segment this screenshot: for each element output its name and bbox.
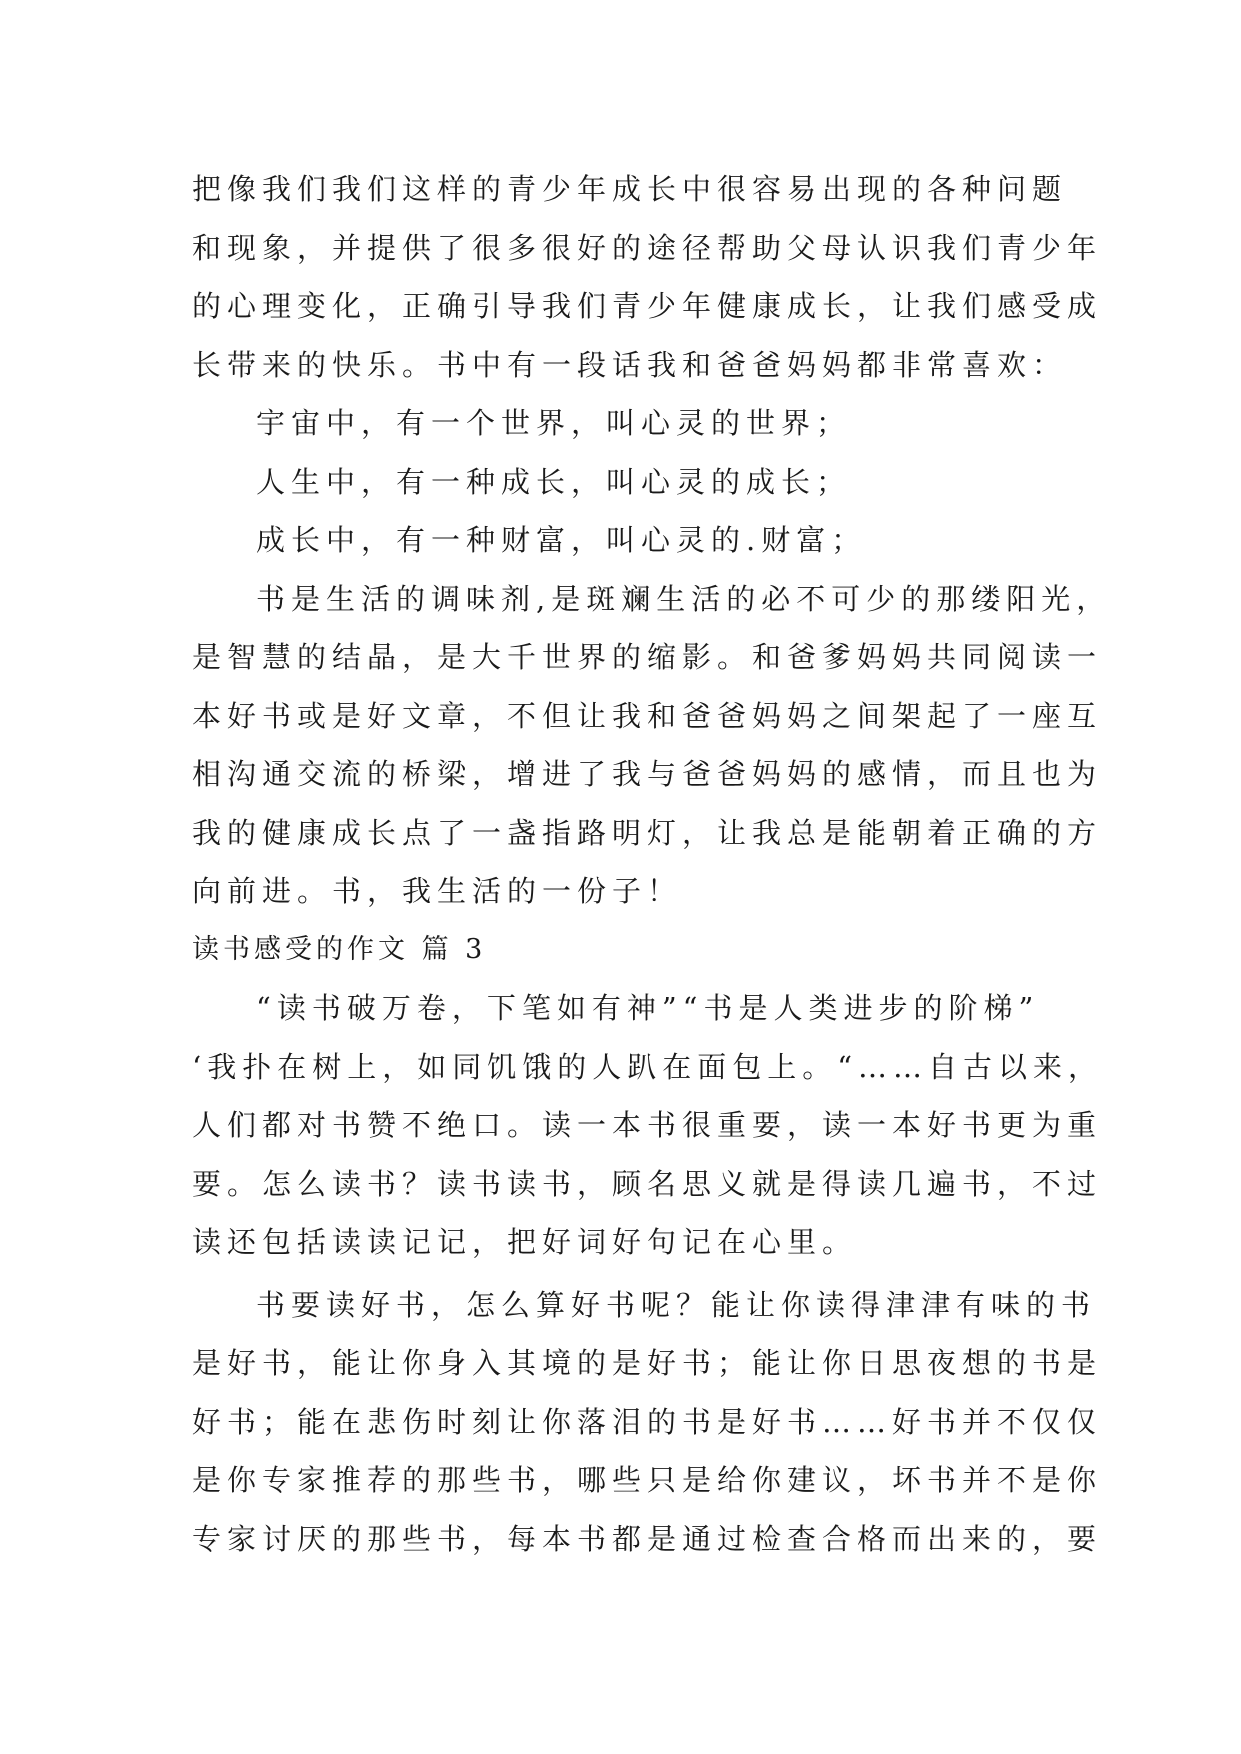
text-line: 长带来的快乐。书中有一段话我和爸爸妈妈都非常喜欢：	[192, 347, 1068, 382]
quoted-poem	[192, 394, 1062, 570]
text-line: 要。怎么读书？读书读书，顾名思义就是得读几遍书，不过	[192, 1166, 1103, 1201]
text-line: ‘我扑在树上，如同饥饿的人趴在面包上。“……自古以来，	[192, 1049, 1104, 1084]
paragraph-good-books	[192, 1276, 1103, 1569]
text-line: 好书；能在悲伤时刻让你落泪的书是好书……好书并不仅仅	[192, 1404, 1103, 1439]
text-line: 是你专家推荐的那些书，哪些只是给你建议，坏书并不是你	[192, 1463, 1103, 1497]
poem-line: 宇宙中，有一个世界，叫心灵的世界；	[256, 406, 852, 440]
text-line: 和现象，并提供了很多很好的途径帮助父母认识我们青少年	[192, 230, 1103, 265]
text-line: 是好书，能让你身入其境的是好书；能让你日思夜想的书是	[192, 1346, 1103, 1380]
text-line: 专家讨厌的那些书，每本书都是通过检查合格而出来的，要	[192, 1521, 1103, 1556]
paragraph-reading-quotes	[192, 979, 1104, 1272]
text-line: 我的健康成长点了一盏指路明灯，让我总是能朝着正确的方	[192, 815, 1103, 850]
text-line: 书要读好书，怎么算好书呢？能让你读得津津有味的书	[256, 1287, 1097, 1322]
text-line: 向前进。书，我生活的一份子！	[192, 874, 683, 908]
section-heading: 读书感受的作文 篇 3	[192, 933, 487, 965]
text-line: 的心理变化，正确引导我们青少年健康成长，让我们感受成	[192, 289, 1103, 323]
text-line: 是智慧的结晶，是大千世界的缩影。和爸爹妈妈共同阅读一	[192, 640, 1103, 674]
document-body	[192, 160, 1112, 1568]
paragraph-continuation	[192, 160, 1103, 394]
text-line: 本好书或是好文章，不但让我和爸爸妈妈之间架起了一座互	[192, 698, 1103, 733]
text-line: 人们都对书赞不绝口。读一本书很重要，读一本好书更为重	[192, 1108, 1103, 1142]
poem-line: 成长中，有一种财富，叫心灵的.财富；	[256, 523, 867, 557]
paragraph-book-is-life	[192, 570, 1112, 921]
poem-line: 人生中，有一种成长，叫心灵的成长；	[256, 464, 852, 499]
text-line: 读还包括读读记记，把好词好句记在心里。	[192, 1225, 858, 1259]
text-line: 相沟通交流的桥梁，增进了我与爸爸妈妈的感情，而且也为	[192, 757, 1103, 791]
text-line: “读书破万卷，下笔如有神”“书是人类进步的阶梯”	[256, 991, 1040, 1025]
text-line: 把像我们我们这样的青少年成长中很容易出现的各种问题	[192, 172, 1068, 206]
text-line: 书是生活的调味剂,是斑斓生活的必不可少的那缕阳光，	[256, 581, 1112, 616]
